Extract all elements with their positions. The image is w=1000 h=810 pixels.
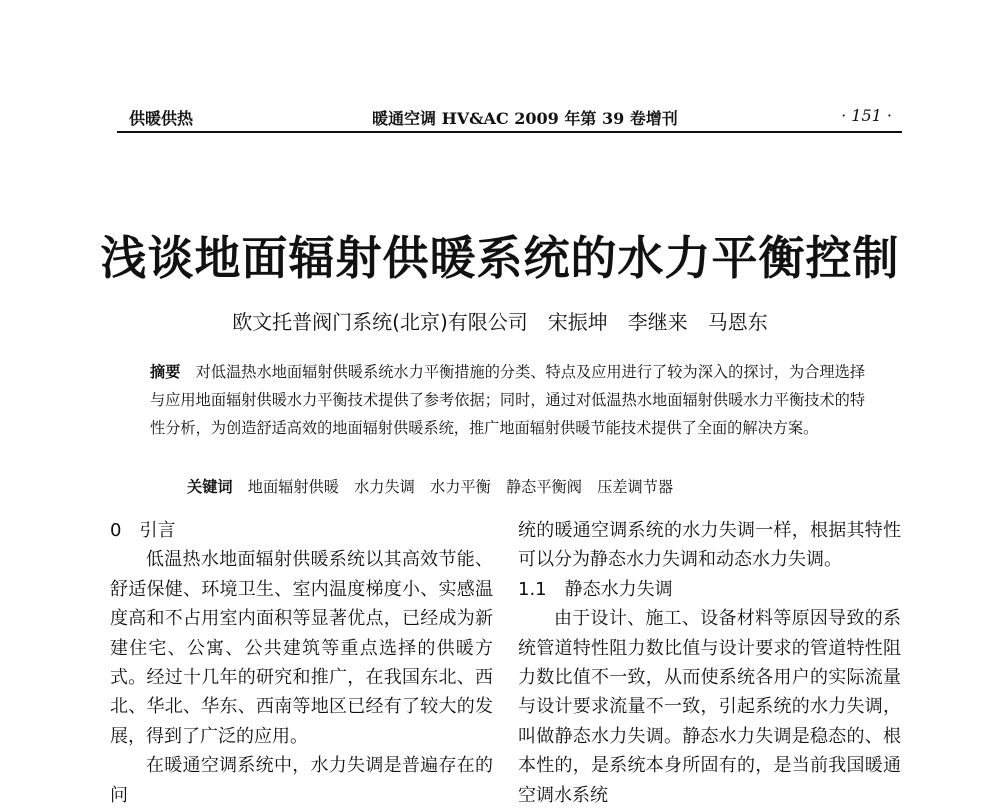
running-header [117,104,902,130]
right-column [518,516,901,810]
keywords-text: 地面辐射供暖 水力失调 水力平衡 静态平衡阀 压差调节器 [247,478,673,496]
abstract-label: 摘要 [150,363,181,381]
section-heading-introduction: 0 引言 [110,520,176,541]
abstract-text: 对低温热水地面辐射供暖系统水力平衡措施的分类、特点及应用进行了较为深入的探讨，为合理选择与应用地面辐射供暖水力平衡技术提供了参考依据；同时，通过对低温热水地面辐射供暖水力平衡技术的特性分析，为创造舒适高效的地面辐射供暖系统，推广地面辐射供暖节能技术提供了全面的解决方案。 [150,363,866,437]
header-section-label: 供暖供热 [129,109,194,128]
header-page-number: · 151 · [841,106,892,125]
keywords [187,473,887,501]
paragraph: 低温热水地面辐射供暖系统以其高效节能、舒适保健、环境卫生、室内温度梯度小、实感温度高和不占用室内面积等显著优点，已经成为新建住宅、公寓、公共建筑等重点选择的供暖方式。经过十几年的研究和推广，在我国东北、西北、华北、华东、西南等地区已经有了较大的发展，得到了广泛的应用。 [110,549,493,747]
header-divider [117,131,902,133]
paper-title: 浅谈地面辐射供暖系统的水力平衡控制 [100,231,900,285]
paragraph: 在暖通空调系统中，水力失调是普遍存在的问 [110,755,493,806]
header-journal-info: 暖通空调 HV&AC 2009 年第 39 卷增刊 [372,109,678,128]
abstract [150,358,865,442]
author-affiliation: 欧文托普阀门系统(北京)有限公司 宋振坤 李继来 马恩东 [232,310,768,334]
keywords-label: 关键词 [187,478,233,496]
paragraph: 统的暖通空调系统的水力失调一样，根据其特性可以分为静态水力失调和动态水力失调。 [518,520,901,571]
paragraph: 由于设计、施工、设备材料等原因导致的系统管道特性阻力数比值与设计要求的管道特性阻力数比值不一致，从而使系统各用户的实际流量与设计要求流量不一致，引起系统的水力失调，叫做静态水力失调。静态水力失调是稳态的、根本性的，是系统本身所固有的，是当前我国暖通空调水系统 [518,608,901,806]
left-column [110,516,493,810]
subsection-heading-static-imbalance: 1.1 静态水力失调 [518,578,673,600]
